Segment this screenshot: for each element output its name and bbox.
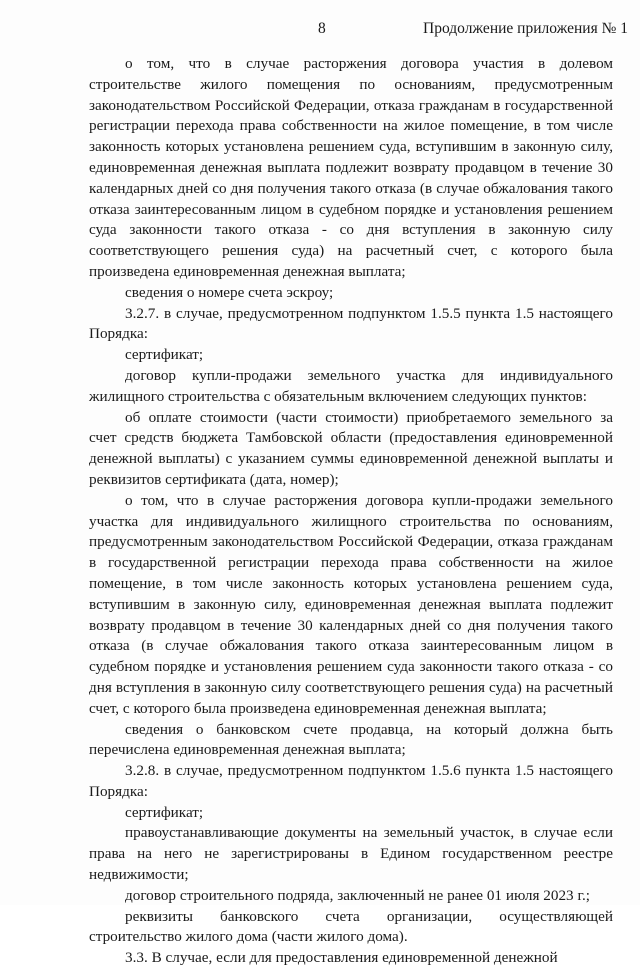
- paragraph: 3.3. В случае, если для предоставления единовременной денежной: [125, 949, 558, 967]
- paragraph: об оплате стоимости (части стоимости) приобретаемого земельного за счет средств бюджета Тамбовской области (предоставления единовременной денежной выплаты) с указанием суммы единовременной денежной выплаты и реквизитов сертификата (дата, номер);: [89, 408, 613, 488]
- paragraph: сертификат;: [125, 346, 204, 364]
- paragraph: сведения о банковском счете продавца, на который должна быть перечислена единовременная денежная выплата;: [89, 720, 613, 759]
- paragraph: договор строительного подряда, заключенный не ранее 01 июля 2023 г.;: [125, 886, 590, 904]
- paragraph: о том, что в случае расторжения договора купли-продажи земельного участка для индивидуального жилищного строительства по основаниям, предусмотренным законодательством Российской Федерации, отказа гражданам в государственной регистрации перехода права собственности на жилое помещение, в том числе законность которых установлена решением суда, вступившим в законную силу, единовременная денежная выплата подлежит возврату продавцом в течение 30 календарных дней со дня получения такого отказа (в случае обжалования такого отказа заинтересованным лицом в судебном порядке и установления решением суда законности такого отказа - со дня вступления в законную силу соответствующего решения суда) на расчетный счет, с которого была произведена единовременная денежная выплата;: [89, 491, 613, 717]
- paragraph: сведения о номере счета эскроу;: [125, 283, 334, 301]
- appendix-continuation-note: Продолжение приложения № 1: [423, 20, 628, 37]
- document-body: [89, 54, 613, 969]
- paragraph: правоустанавливающие документы на земельный участок, в случае если права на него не зарегистрированы в Едином государственном реестре недвижимости;: [89, 824, 613, 884]
- paragraph: 3.2.8. в случае, предусмотренном подпунктом 1.5.6 пункта 1.5 настоящего Порядка:: [89, 762, 613, 800]
- page-number: 8: [318, 20, 326, 37]
- paragraph: договор купли-продажи земельного участка для индивидуального жилищного строительства с обязательным включением следующих пунктов:: [89, 366, 613, 405]
- paragraph: реквизиты банковского счета организации, осуществляющей строительство жилого дома (части жилого дома).: [89, 907, 613, 946]
- page-header: [0, 20, 640, 40]
- paragraph: сертификат;: [125, 803, 204, 821]
- paragraph: 3.2.7. в случае, предусмотренном подпунктом 1.5.5 пункта 1.5 настоящего Порядка:: [89, 304, 613, 343]
- paragraph: о том, что в случае расторжения договора участия в долевом строительстве жилого помещения по основаниям, предусмотренным законодательством Российской Федерации, отказа гражданам в государственной регистрации перехода права собственности на жилое помещение, в том числе законность которых установлена решением суда, вступившим в законную силу, единовременная денежная выплата подлежит возврату продавцом в течение 30 календарных дней со дня получения такого отказа (в случае обжалования такого отказа заинтересованным лицом в судебном порядке и установления решением суда законности такого отказа - со дня вступления в законную силу соответствующего решения суда) на расчетный счет, с которого была произведена единовременная денежная выплата;: [89, 55, 613, 280]
